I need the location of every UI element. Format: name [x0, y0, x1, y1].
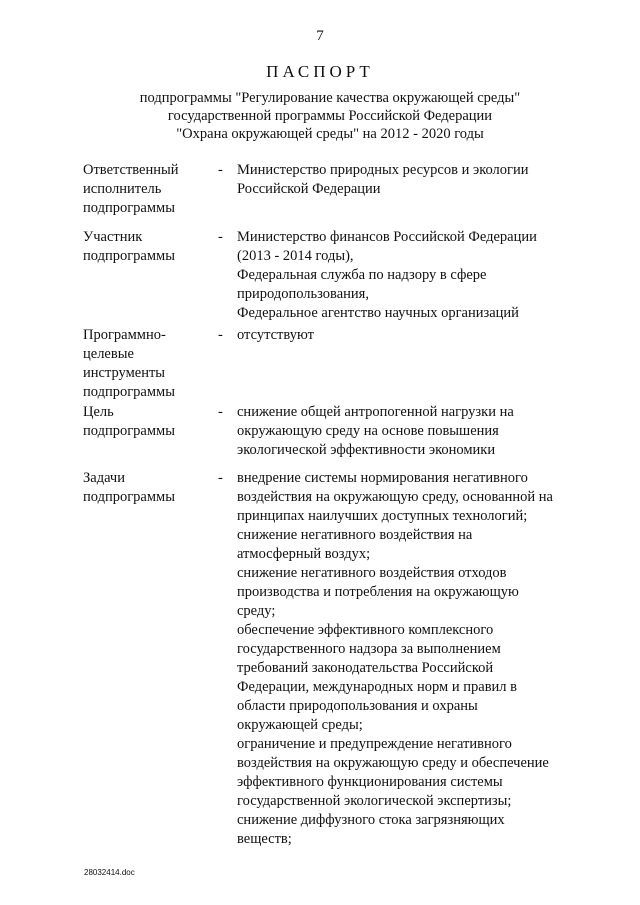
value-line: атмосферный воздух; — [237, 546, 371, 562]
subtitle-line: "Охрана окружающей среды" на 2012 - 2020 годы — [176, 126, 484, 142]
value-line: Министерство природных ресурсов и экологии — [237, 162, 529, 178]
value-line: природопользования, — [237, 286, 369, 302]
value-line: снижение диффузного стока загрязняющих — [237, 812, 505, 828]
label-line: Программно- — [83, 327, 166, 343]
value-line: Министерство финансов Российской Федерации — [237, 229, 537, 245]
value-line: Федеральное агентство научных организаций — [237, 305, 519, 321]
value-line: среду; — [237, 603, 276, 619]
value-line: принципах наилучших доступных технологий; — [237, 508, 528, 524]
value-line: области природопользования и охраны — [237, 698, 478, 714]
value-line: воздействия на окружающую среду и обеспечение — [237, 755, 549, 771]
row-label — [83, 228, 208, 266]
label-line: подпрограммы — [83, 200, 175, 216]
value-line: эффективного функционирования системы — [237, 774, 503, 790]
row-dash: - — [218, 404, 223, 420]
value-line: отсутствуют — [237, 327, 314, 343]
subtitle-line: государственной программы Российской Федерации — [167, 108, 493, 124]
row-dash: - — [218, 229, 223, 245]
label-line: Участник — [83, 229, 143, 245]
row-dash: - — [218, 470, 223, 486]
label-line: Ответственный — [83, 162, 179, 178]
file-name-footer: 28032414.doc — [84, 868, 135, 877]
value-line: требований законодательства Российской — [237, 660, 494, 676]
label-line: подпрограммы — [83, 423, 175, 439]
value-line: обеспечение эффективного комплексного — [237, 622, 494, 638]
value-line: внедрение системы нормирования негативного — [237, 470, 528, 486]
label-line: подпрограммы — [83, 489, 175, 505]
value-line: снижение общей антропогенной нагрузки на — [237, 404, 514, 420]
row-label — [83, 403, 208, 441]
value-line: ограничение и предупреждение негативного — [237, 736, 512, 752]
value-line: государственного надзора за выполнением — [237, 641, 501, 657]
label-line: инструменты — [83, 365, 166, 381]
row-label — [83, 326, 208, 402]
label-line: Задачи — [83, 470, 125, 486]
label-line: подпрограммы — [83, 384, 175, 400]
label-line: исполнитель — [83, 181, 162, 197]
subtitle-line: подпрограммы "Регулирование качества окружающей среды" — [139, 90, 521, 106]
value-line: Федеральная служба по надзору в сфере — [237, 267, 487, 283]
label-line: целевые — [83, 346, 134, 362]
row-label — [83, 469, 208, 507]
label-line: Цель — [83, 404, 114, 420]
row-value — [237, 326, 582, 345]
row-value — [237, 469, 582, 849]
row-label — [83, 161, 208, 218]
value-line: (2013 - 2014 годы), — [237, 248, 354, 264]
value-line: Российской Федерации — [237, 181, 381, 197]
document-subtitle — [60, 89, 600, 143]
value-line: веществ; — [237, 831, 292, 847]
value-line: снижение негативного воздействия отходов — [237, 565, 507, 581]
value-line: окружающую среду на основе повышения — [237, 423, 499, 439]
page-number: 7 — [316, 28, 324, 44]
value-line: окружающей среды; — [237, 717, 363, 733]
row-value — [237, 228, 582, 323]
value-line: производства и потребления на окружающую — [237, 584, 519, 600]
row-dash: - — [218, 162, 223, 178]
row-value — [237, 161, 582, 199]
label-line: подпрограммы — [83, 248, 175, 264]
value-line: воздействия на окружающую среду, основанной на — [237, 489, 553, 505]
value-line: Федерации, международных норм и правил в — [237, 679, 518, 695]
value-line: государственной экологической экспертизы; — [237, 793, 512, 809]
value-line: снижение негативного воздействия на — [237, 527, 473, 543]
row-value — [237, 403, 582, 460]
document-title: ПАСПОРТ — [266, 62, 374, 81]
value-line: экологической эффективности экономики — [237, 442, 496, 458]
row-dash: - — [218, 327, 223, 343]
